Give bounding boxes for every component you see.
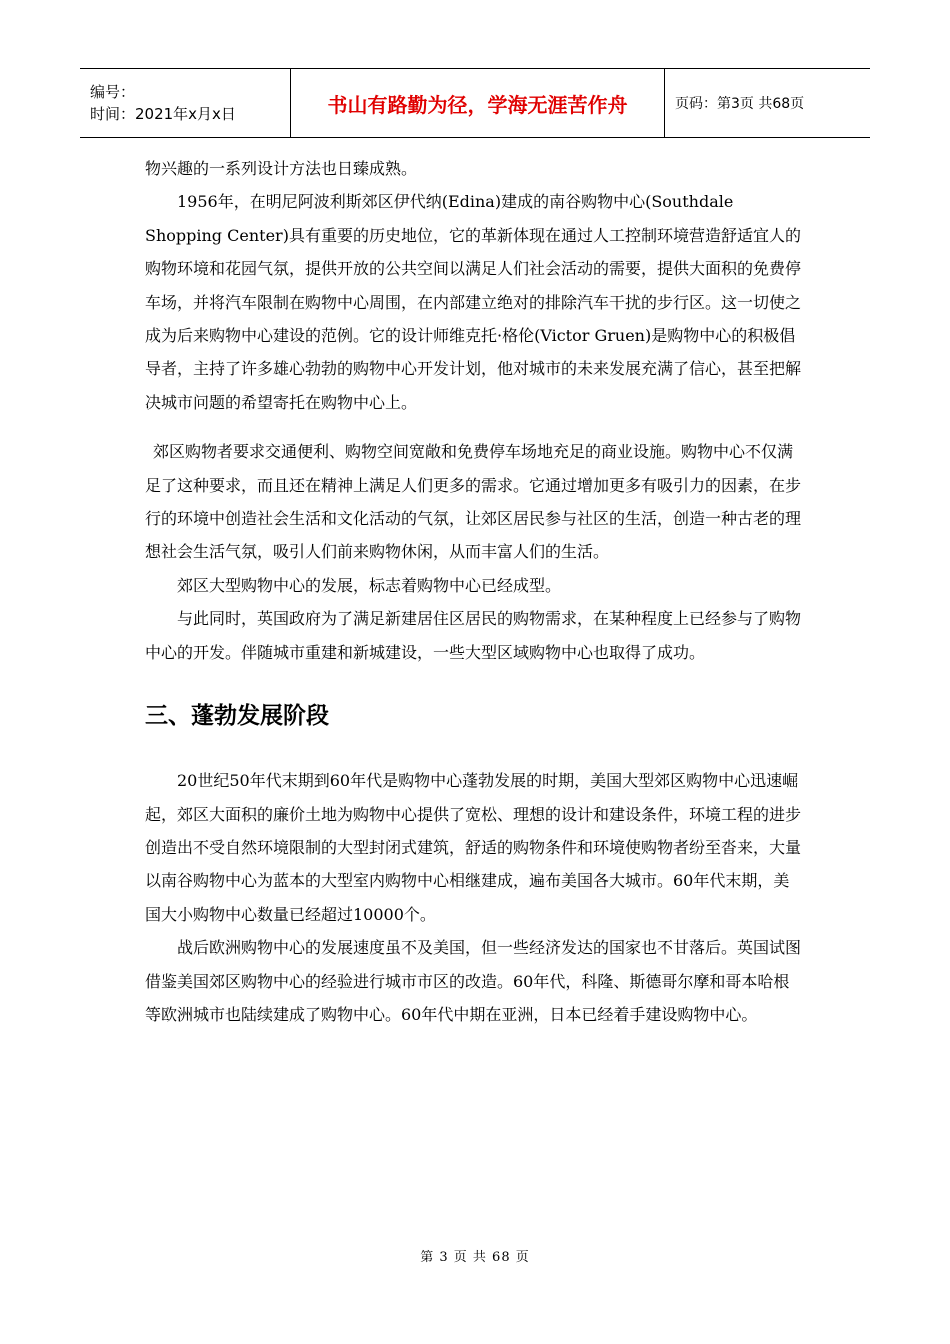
body-paragraph: 郊区大型购物中心的发展，标志着购物中心已经成型。 bbox=[177, 575, 562, 595]
document-time-label: 时间：2021年x月x日 bbox=[90, 105, 236, 123]
body-paragraph: 战后欧洲购物中心的发展速度虽不及美国，但一些经济发达的国家也不甘落后。英国试图借鉴美国郊区购物中心的经验进行城市市区的改造。60年代，科隆、斯德哥尔摩和哥本哈根等欧洲城市也陆续建成了购物中心。60年代中期在亚洲，日本已经着手建设购物中心。 bbox=[145, 938, 802, 1024]
body-paragraph: 1956年，在明尼阿波利斯郊区伊代纳(Edina)建成的南谷购物中心(Southdale Shopping Center)具有重要的历史地位，它的革新体现在通过人工控制环境营造舒适宜人的购物环境和花园气氛，提供开放的公共空间以满足人们社会活动的需要，提供大面积的免费停车场，并将汽车限制在购物中心周围，在内部建立绝对的排除汽车干扰的步行区。这一切使之成为后来购物中心建设的范例。它的设计师维克托·格伦(Victor Gruen)是购物中心的积极倡导者，主持了许多雄心勃勃的购物中心开发计划，他对城市的未来发展充满了信心，甚至把解决城市问题的希望寄托在购物中心上。 bbox=[145, 192, 802, 412]
page-footer: 第 3 页 共 68 页 bbox=[420, 1250, 530, 1265]
section-heading: 三、蓬勃发展阶段 bbox=[145, 703, 329, 730]
body-paragraph: 20世纪50年代末期到60年代是购物中心蓬勃发展的时期，美国大型郊区购物中心迅速崛起，郊区大面积的廉价土地为购物中心提供了宽松、理想的设计和建设条件，环境工程的进步创造出不受自然环境限制的大型封闭式建筑，舒适的购物条件和环境使购物者纷至沓来，大量以南谷购物中心为蓝本的大型室内购物中心相继建成，遍布美国各大城市。60年代末期，美国大小购物中心数量已经超过10000个。 bbox=[145, 771, 802, 924]
header-motto: 书山有路勤为径，学海无涯苦作舟 bbox=[290, 69, 665, 137]
body-paragraph: 与此同时，英国政府为了满足新建居住区居民的购物需求，在某种程度上已经参与了购物中心的开发。伴随城市重建和新城建设，一些大型区域购物中心也取得了成功。 bbox=[145, 609, 802, 662]
header-page-number: 页码：第3页 共68页 bbox=[675, 96, 805, 112]
document-body bbox=[145, 152, 805, 1031]
header-meta bbox=[80, 69, 290, 137]
body-paragraph: 物兴趣的一系列设计方法也日臻成熟。 bbox=[145, 159, 418, 178]
document-header bbox=[80, 68, 870, 138]
document-number-label: 编号： bbox=[90, 83, 136, 101]
body-paragraph: 郊区购物者要求交通便利、购物空间宽敞和免费停车场地充足的商业设施。购物中心不仅满足了这种要求，而且还在精神上满足人们更多的需求。它通过增加更多有吸引力的因素，在步行的环境中创造社会生活和文化活动的气氛，让郊区居民参与社区的生活，创造一种古老的理想社会生活气氛，吸引人们前来购物休闲，从而丰富人们的生活。 bbox=[145, 442, 802, 562]
